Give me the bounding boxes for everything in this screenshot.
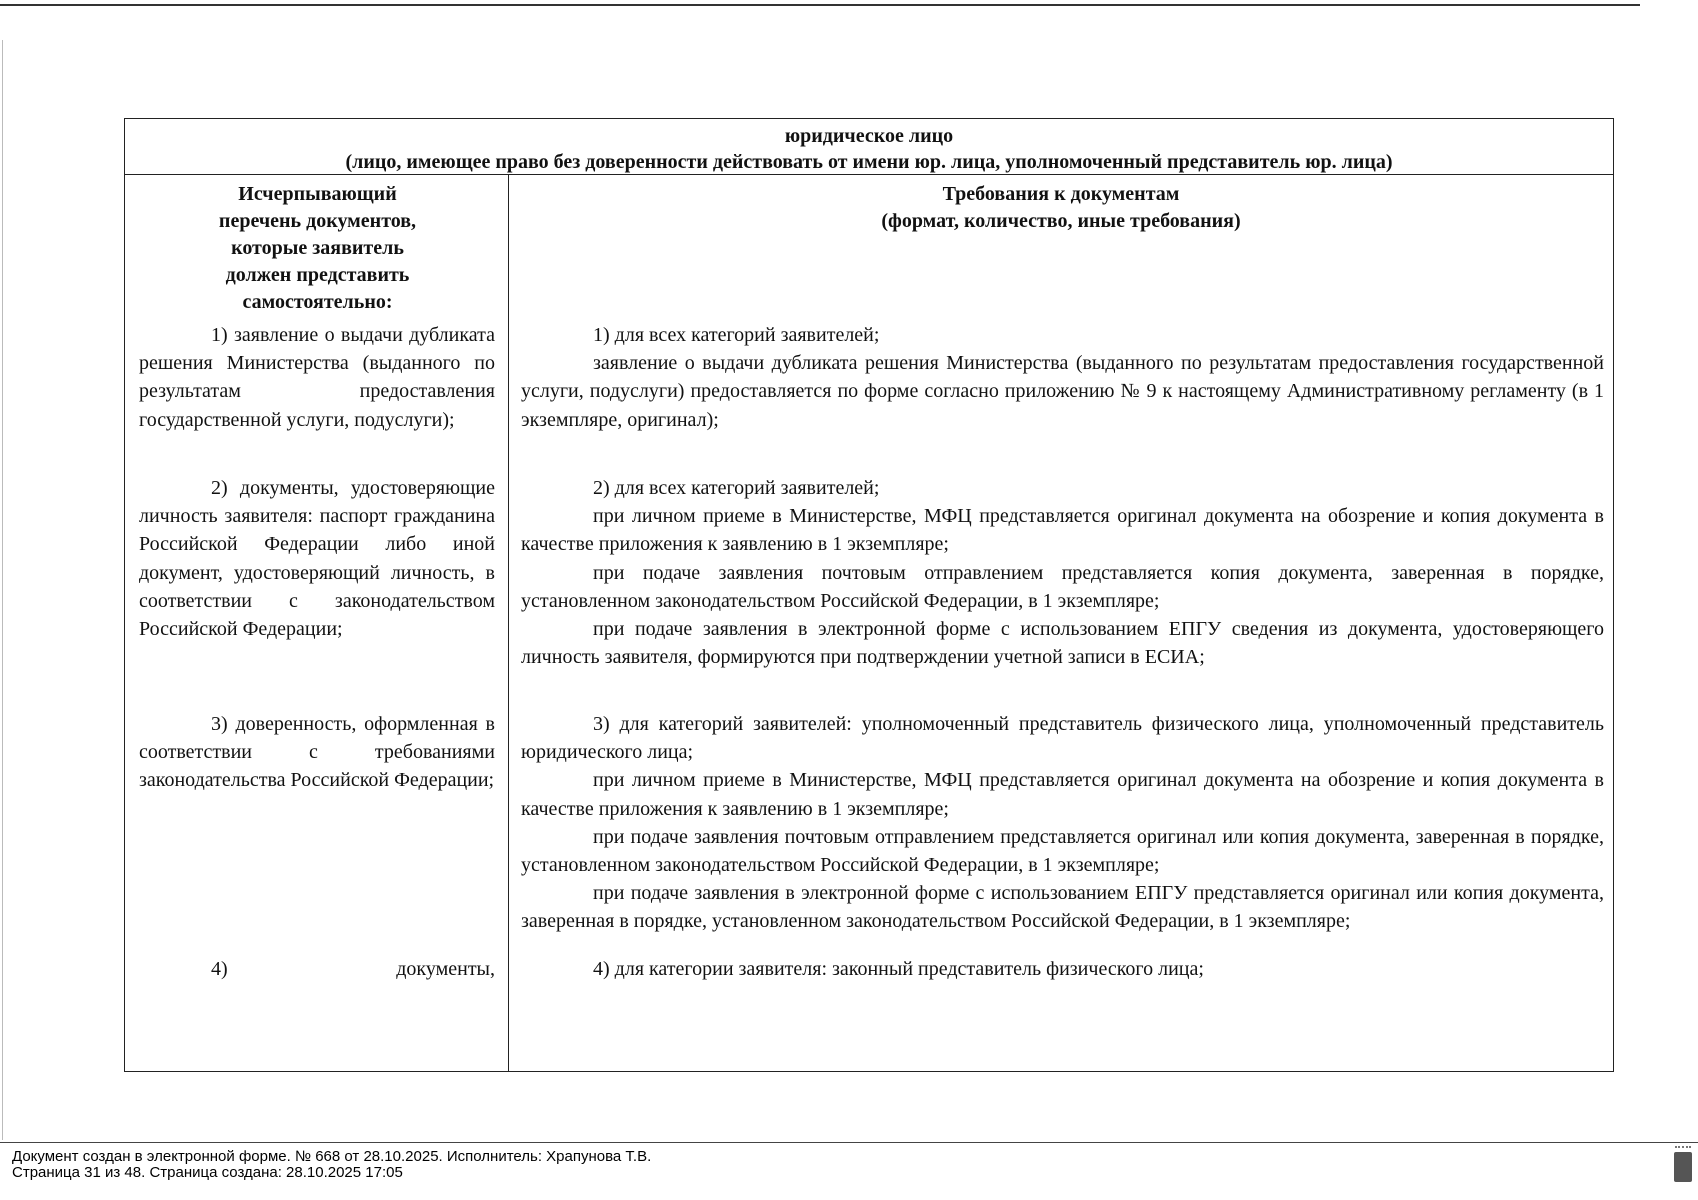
- requirement-paragraph: заявление о выдачи дубликата решения Министерства (выданного по результатам предоставления государственной услуги, подуслуги) предоставляется по форме согласно приложению № 9 к настоящему Административному регламенту (в 1 экземпляре, оригинал);: [521, 352, 1604, 431]
- heading-line: которые заявитель: [231, 237, 404, 259]
- document-item-4: 4) документы,: [211, 958, 495, 980]
- requirement-paragraph: при подаче заявления почтовым отправлением представляется оригинал или копия документа, заверенная в порядке, установленном законодательством Российской Федерации, в 1 экземпляре;: [521, 825, 1604, 877]
- heading-line: должен представить: [225, 264, 410, 286]
- document-requirements-heading: [521, 181, 1601, 321]
- document-item-1: 1) заявление о выдачи дубликата решения Министерства (выданного по результатам предоставления государственной услуги, подуслуги);: [139, 324, 495, 431]
- requirement-paragraph: при личном приеме в Министерстве, МФЦ представляется оригинал документа на обозрение и копия документа в качестве приложения к заявлению в 1 экземпляре;: [521, 505, 1604, 556]
- stamp-icon: [1674, 1152, 1692, 1182]
- top-scan-rule: [0, 4, 1640, 6]
- table-header-subtitle: (лицо, имеющее право без доверенности действовать от имени юр. лица, уполномоченный представитель юр. лица): [345, 151, 1393, 173]
- requirement-paragraph: 1) для всех категорий заявителей;: [593, 324, 880, 346]
- heading-line: самостоятельно:: [242, 291, 393, 313]
- requirement-paragraph: 3) для категорий заявителей: уполномоченный представитель физического лица, уполномоченный представитель юридического лица;: [521, 713, 1604, 764]
- footer-page-info: Страница 31 из 48. Страница создана: 28.10.2025 17:05: [12, 1164, 403, 1181]
- requirement-paragraph: 2) для всех категорий заявителей;: [593, 477, 880, 499]
- heading-line: перечень документов,: [218, 210, 417, 232]
- requirements-table: [124, 118, 1614, 1072]
- left-scan-rule: [2, 40, 3, 1140]
- heading-line: (формат, количество, иные требования): [881, 210, 1241, 232]
- document-item-3: 3) доверенность, оформленная в соответствии с требованиями законодательства Российской Федерации;: [139, 713, 495, 792]
- documents-list-heading: [139, 181, 496, 321]
- table-header-title: юридическое лицо: [784, 125, 954, 147]
- requirement-paragraph: при подаче заявления в электронной форме с использованием ЕПГУ сведения из документа, удостоверяющего личность заявителя, формируются при подтверждении учетной записи в ЕСИА;: [521, 618, 1604, 669]
- requirement-paragraph: 4) для категории заявителя: законный представитель физического лица;: [593, 958, 1204, 980]
- requirement-block-1: [521, 321, 1604, 434]
- document-footer: [0, 1142, 1698, 1181]
- requirement-paragraph: при подаче заявления в электронной форме с использованием ЕПГУ представляется оригинал или копия документа, заверенная в порядке, установленном законодательством Российской Федерации, в 1 экземпляре;: [521, 882, 1604, 933]
- requirement-block-2: [521, 474, 1604, 671]
- requirement-paragraph: при подаче заявления почтовым отправлением представляется копия документа, заверенная в порядке, установленном законодательством Российской Федерации, в 1 экземпляре;: [521, 561, 1604, 612]
- requirement-block-4: [521, 955, 1604, 983]
- heading-line: Требования к документам: [942, 183, 1180, 205]
- document-item-2: 2) документы, удостоверяющие личность заявителя: паспорт гражданина Российской Федерации либо иной документ, удостоверяющий личность, в соответствии с законодательством Российской Федерации;: [139, 477, 495, 641]
- table-header: [125, 119, 1613, 175]
- footer-document-info: Документ создан в электронной форме. № 668 от 28.10.2025. Исполнитель: Храпунова Т.В.: [12, 1148, 652, 1165]
- heading-line: Исчерпывающий: [238, 183, 397, 205]
- requirement-paragraph: при личном приеме в Министерстве, МФЦ представляется оригинал документа на обозрение и копия документа в качестве приложения к заявлению в 1 экземпляре;: [521, 769, 1604, 820]
- requirement-block-3: [521, 710, 1604, 936]
- table-body: [125, 175, 1613, 1071]
